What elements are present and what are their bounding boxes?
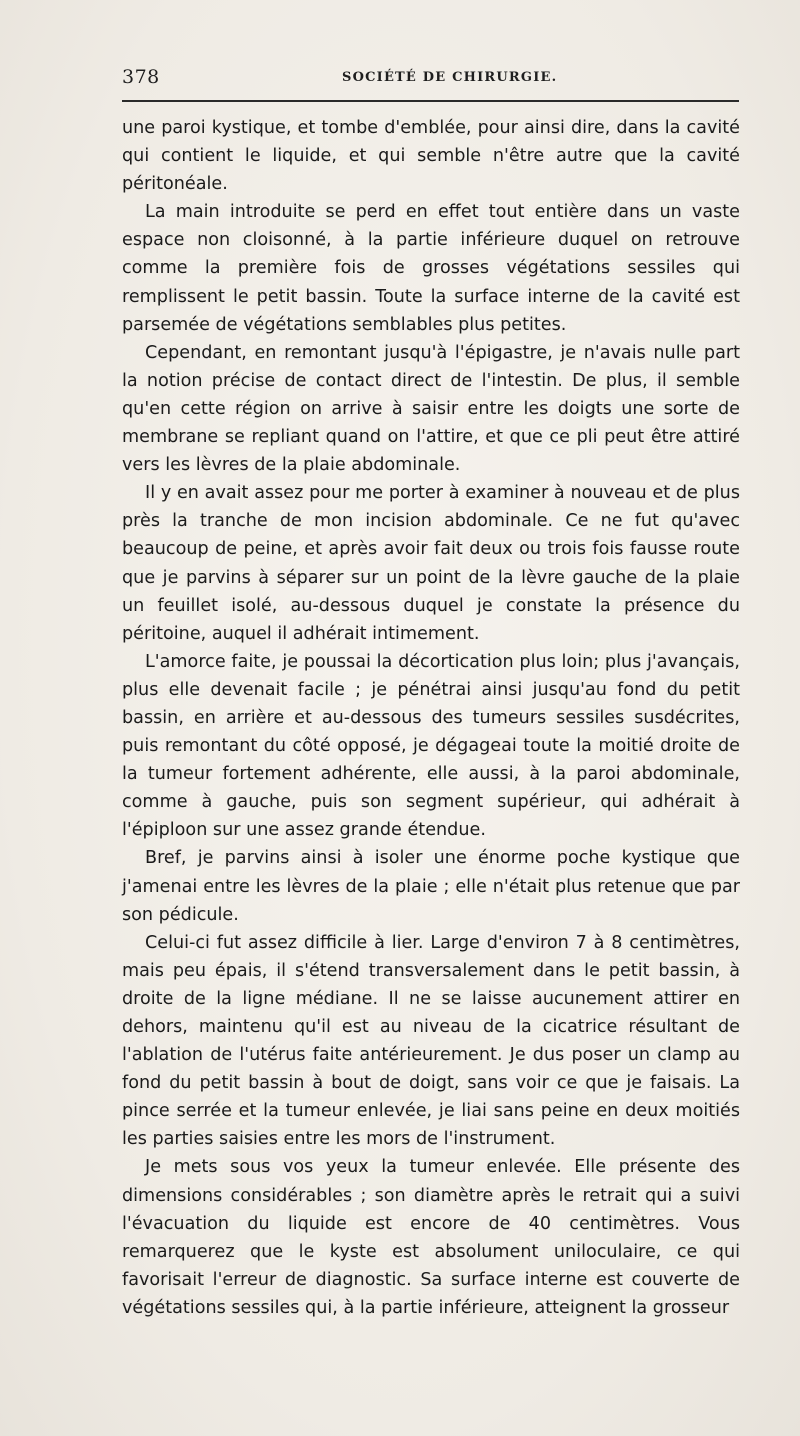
page-header bbox=[122, 62, 738, 92]
running-head: SOCIÉTÉ DE CHIRURGIE. bbox=[342, 70, 558, 85]
paragraph: Bref, je parvins ainsi à isoler une énorme poche kystique que j'amenai entre les lèvres de la plaie ; elle n'était plus retenue que par son pédicule. bbox=[122, 848, 740, 925]
paragraph: Cependant, en remontant jusqu'à l'épigastre, je n'avais nulle part la notion précise de contact direct de l'intestin. De plus, il semble qu'en cette région on arrive à saisir entre les doigts une sorte de membrane se repliant quand on l'attire, et que ce pli peut être attiré vers les lèvres de la plaie abdominale. bbox=[122, 342, 740, 476]
page-number: 378 bbox=[122, 66, 160, 88]
paragraph: L'amorce faite, je poussai la décortication plus loin; plus j'avançais, plus elle devenait facile ; je pénétrai ainsi jusqu'au fond du petit bassin, en arrière et au-dessous des tumeurs sessiles susdécrites, puis remontant du côté opposé, je dégageai toute la moitié droite de la tumeur fortement adhérente, elle aussi, à la paroi abdominale, comme à gauche, puis son segment supérieur, qui adhérait à l'épiploon sur une assez grande étendue. bbox=[122, 651, 740, 841]
paragraph: Il y en avait assez pour me porter à examiner à nouveau et de plus près la tranche de mon incision abdominale. Ce ne fut qu'avec beaucoup de peine, et après avoir fait deux ou trois fois fausse route que je parvins à séparer sur un point de la lèvre gauche de la plaie un feuillet isolé, au-dessous duquel je constate la présence du péritoine, auquel il adhérait intimement. bbox=[122, 483, 740, 644]
header-rule bbox=[122, 100, 739, 102]
paragraph: Celui-ci fut assez difficile à lier. Large d'environ 7 à 8 centimètres, mais peu épais, il s'étend transversalement dans le petit bassin, à droite de la ligne médiane. Il ne se laisse aucunement attirer en dehors, maintenu qu'il est au niveau de la cicatrice résultant de l'ablation de l'utérus faite antérieurement. Je dus poser un clamp au fond du petit bassin à bout de doigt, sans voir ce que je faisais. La pince serrée et la tumeur enlevée, je liai sans peine en deux moitiés les parties saisies entre les mors de l'instrument. bbox=[122, 932, 740, 1150]
paragraph: Je mets sous vos yeux la tumeur enlevée. Elle présente des dimensions considérables ; son diamètre après le retrait qui a suivi l'évacuation du liquide est encore de 40 centimètres. Vous remarquerez que le kyste est absolument uniloculaire, ce qui favorisait l'erreur de diagnostic. Sa surface interne est couverte de végétations sessiles qui, à la partie inférieure, atteignent la grosseur bbox=[122, 1157, 740, 1318]
paragraph-continuation: une paroi kystique, et tombe d'emblée, pour ainsi dire, dans la cavité qui contient le liquide, et qui semble n'être autre que la cavité péritonéale. bbox=[122, 118, 740, 195]
paragraph: La main introduite se perd en effet tout entière dans un vaste espace non cloisonné, à la partie inférieure duquel on retrouve comme la première fois de grosses végétations sessiles qui remplissent le petit bassin. Toute la surface interne de la cavité est parsemée de végétations semblables plus petites. bbox=[122, 202, 740, 335]
body-text bbox=[122, 114, 740, 1322]
